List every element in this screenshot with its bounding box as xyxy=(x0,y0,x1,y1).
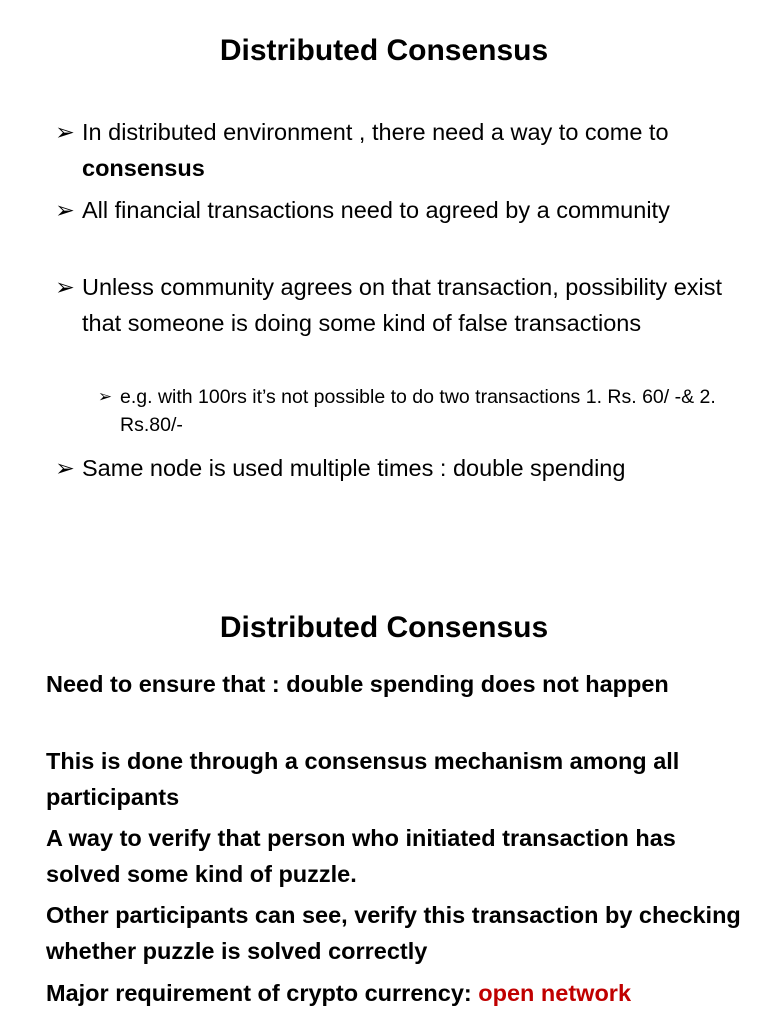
arrow-bullet-icon: ➢ xyxy=(55,119,75,145)
bullet-2-text: All financial transactions need to agreed by a community xyxy=(82,197,670,223)
arrow-bullet-icon: ➢ xyxy=(55,197,75,223)
bullet-4 xyxy=(55,450,742,486)
paragraph-5-text: Major requirement of crypto currency: xyxy=(46,980,479,1006)
paragraph-2: This is done through a consensus mechanism among all participants xyxy=(46,748,680,810)
sub-bullet-1 xyxy=(97,383,740,439)
paragraph-4: Other participants can see, verify this transaction by checking whether puzzle is solved correctly xyxy=(46,902,741,964)
slide-1-title: Distributed Consensus xyxy=(219,34,549,67)
arrow-bullet-icon: ➢ xyxy=(97,387,113,406)
paragraph-5 xyxy=(46,975,746,1011)
slide-2 xyxy=(0,590,768,1024)
paragraph-1: Need to ensure that : double spending does not happen xyxy=(46,671,669,697)
bullet-3 xyxy=(55,269,742,341)
slide-2-title: Distributed Consensus xyxy=(219,611,549,644)
slide-1 xyxy=(0,0,768,510)
bullet-1-bold: consensus xyxy=(82,155,205,181)
bullet-3-text: Unless community agrees on that transaction, possibility exist that someone is doing some kind of false transactions xyxy=(82,274,723,336)
paragraph-3: A way to verify that person who initiated transaction has solved some kind of puzzle. xyxy=(46,825,676,887)
sub-bullet-1-text: e.g. with 100rs it’s not possible to do two transactions 1. Rs. 60/ -& 2. Rs.80/- xyxy=(120,386,716,436)
arrow-bullet-icon: ➢ xyxy=(55,455,75,481)
bullet-1 xyxy=(55,114,742,186)
open-network-highlight: open network xyxy=(478,980,632,1006)
arrow-bullet-icon: ➢ xyxy=(55,274,75,300)
bullet-1-text: In distributed environment , there need a way to come to xyxy=(82,119,669,145)
bullet-2 xyxy=(55,192,742,228)
bullet-4-text: Same node is used multiple times : double spending xyxy=(82,455,626,481)
